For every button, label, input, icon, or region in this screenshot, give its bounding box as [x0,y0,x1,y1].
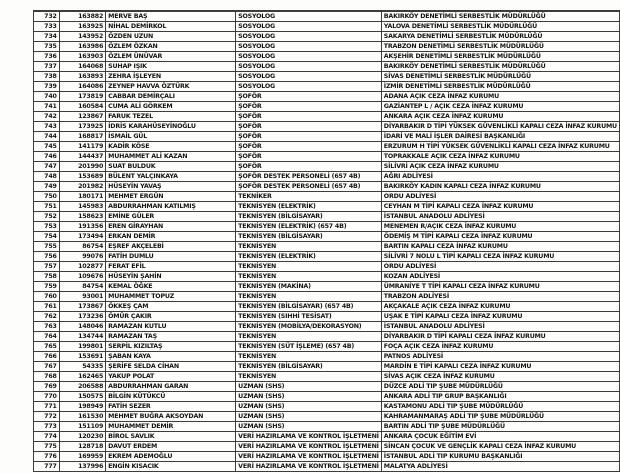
cell-institution: TOPRAKKALE AÇIK CEZA İNFAZ KURUMU [381,152,619,162]
cell-row-number: 748 [34,172,60,182]
cell-row-number: 732 [34,11,60,22]
table-row [34,462,620,472]
cell-institution: FOÇA AÇIK CEZA İNFAZ KURUMU [381,342,619,352]
table-row [34,92,620,102]
cell-institution: AKŞEHİR DENETİMLİ SERBESTLİK MÜDÜRLÜĞÜ [381,52,619,62]
table-row [34,52,620,62]
cell-registry-number: 128718 [59,442,105,452]
cell-person-name: İSMAİL GÜL [106,132,236,142]
cell-registry-number: 163903 [59,52,105,62]
cell-row-number: 751 [34,202,60,212]
cell-row-number: 754 [34,232,60,242]
cell-registry-number: 173236 [59,312,105,322]
cell-person-name: SUHAP IŞIK [106,62,236,72]
cell-job-title: UZMAN (SHS) [236,402,382,412]
cell-registry-number: 180171 [59,192,105,202]
cell-registry-number: 145983 [59,202,105,212]
cell-institution: ANKARA AÇIK CEZA İNFAZ KURUMU [381,112,619,122]
cell-job-title: TEKNİKER [236,192,382,202]
table-row [34,302,620,312]
cell-person-name: İDRİS KARAHÜSEYİNOĞLU [106,122,236,132]
cell-job-title: ŞOFÖR [236,162,382,172]
cell-registry-number: 163893 [59,72,105,82]
cell-person-name: KADİR KÖSE [106,142,236,152]
cell-person-name: CUMA ALİ GÖRKEM [106,102,236,112]
table-row [34,332,620,342]
cell-job-title: TEKNİSYEN [236,352,382,362]
cell-person-name: NİHAL DEMİRKOL [106,22,236,32]
cell-person-name: MUHAMMET TOPUZ [106,292,236,302]
cell-person-name: BİROL SAVLIK [106,432,236,442]
cell-row-number: 745 [34,142,60,152]
cell-row-number: 766 [34,352,60,362]
cell-job-title: ŞOFÖR [236,152,382,162]
cell-row-number: 736 [34,52,60,62]
cell-registry-number: 120230 [59,432,105,442]
table-row [34,212,620,222]
cell-institution: İSTANBUL ANADOLU ADLİYESİ [381,212,619,222]
table-row [34,282,620,292]
cell-person-name: ENGİN KISACIK [106,462,236,472]
cell-institution: SİLİVRİ AÇIK CEZA İNFAZ KURUMU [381,162,619,172]
cell-job-title: VERİ HAZIRLAMA VE KONTROL İŞLETMENİ [236,442,382,452]
cell-job-title: SOSYOLOG [236,72,382,82]
cell-job-title: TEKNİSYEN (BİLGİSAYAR) [236,232,382,242]
personnel-table [33,10,620,472]
table-row [34,82,620,92]
cell-row-number: 741 [34,102,60,112]
cell-person-name: HÜSEYİN ŞAHİN [106,272,236,282]
cell-person-name: HÜSEYİN YAVAŞ [106,182,236,192]
cell-person-name: YAKUP POLAT [106,372,236,382]
cell-person-name: MEHMET BUĞRA AKSOYDAN [106,412,236,422]
cell-job-title: UZMAN (SHS) [236,392,382,402]
cell-job-title: TEKNİSYEN (ELEKTRİK) [236,202,382,212]
cell-registry-number: 173867 [59,302,105,312]
cell-person-name: MUHAMMET ALİ KAZAN [106,152,236,162]
cell-institution: KOZAN ADLİYESİ [381,272,619,282]
cell-job-title: TEKNİSYEN [236,292,382,302]
cell-person-name: ÖMÜR ÇAKIR [106,312,236,322]
cell-job-title: TEKNİSYEN (SÜT İŞLEME) (657 4B) [236,342,382,352]
cell-row-number: 752 [34,212,60,222]
cell-institution: MARDİN E TİPİ KAPALI CEZA İNFAZ KURUMU [381,362,619,372]
cell-institution: CEYHAN M TİPİ KAPALI CEZA İNFAZ KURUMU [381,202,619,212]
cell-job-title: VERİ HAZIRLAMA VE KONTROL İŞLETMENİ [236,462,382,472]
cell-person-name: DAVUT ERDEM [106,442,236,452]
cell-registry-number: 160584 [59,102,105,112]
cell-institution: SİNCAN ÇOCUK VE GENÇLİK KAPALI CEZA İNFAZ KURUMU [381,442,619,452]
cell-person-name: FATİH DUMLU [106,252,236,262]
cell-person-name: FERAT EFİL [106,262,236,272]
table-row [34,262,620,272]
cell-registry-number: 144437 [59,152,105,162]
cell-job-title: ŞOFÖR DESTEK PERSONELİ (657 4B) [236,172,382,182]
cell-registry-number: 163986 [59,42,105,52]
cell-row-number: 737 [34,62,60,72]
cell-registry-number: 191356 [59,222,105,232]
table-row [34,312,620,322]
cell-institution: ORDU ADLİYESİ [381,262,619,272]
cell-row-number: 744 [34,132,60,142]
cell-institution: MENEMEN R/AÇIK CEZA İNFAZ KURUMU [381,222,619,232]
cell-registry-number: 158623 [59,212,105,222]
cell-person-name: KEMAL ÖĞKE [106,282,236,292]
table-row [34,362,620,372]
cell-institution: BARTIN KAPALI CEZA İNFAZ KURUMU [381,242,619,252]
table-row [34,182,620,192]
table-row [34,11,620,22]
cell-institution: MALATYA ADLİYESİ [381,462,619,472]
table-row [34,412,620,422]
cell-person-name: ABDURRAHMAN GARAN [106,382,236,392]
cell-institution: BARTIN ADLİ TIP ŞUBE MÜDÜRLÜĞÜ [381,422,619,432]
cell-job-title: TEKNİSYEN [236,372,382,382]
cell-row-number: 774 [34,432,60,442]
cell-row-number: 763 [34,322,60,332]
cell-institution: SİVAS AÇIK CEZA İNFAZ KURUMU [381,372,619,382]
cell-institution: AKÇAKALE AÇIK CEZA İNFAZ KURUMU [381,302,619,312]
table-row [34,32,620,42]
cell-person-name: SERPİL KIZILTAŞ [106,342,236,352]
table-row [34,232,620,242]
cell-person-name: EKREM ADEMOĞLU [106,452,236,462]
cell-registry-number: 153689 [59,172,105,182]
cell-registry-number: 198949 [59,402,105,412]
cell-registry-number: 169959 [59,452,105,462]
table-row [34,122,620,132]
cell-institution: AĞRI ADLİYESİ [381,172,619,182]
cell-job-title: TEKNİSYEN (ELEKTRİK) [236,252,382,262]
cell-job-title: TEKNİSYEN (BİLGİSAYAR) [236,212,382,222]
cell-registry-number: 109676 [59,272,105,282]
cell-institution: TRABZON DENETİMLİ SERBESTLİK MÜDÜRLÜĞÜ [381,42,619,52]
cell-row-number: 759 [34,282,60,292]
cell-job-title: TEKNİSYEN [236,332,382,342]
cell-job-title: SOSYOLOG [236,82,382,92]
cell-row-number: 753 [34,222,60,232]
cell-registry-number: 161530 [59,412,105,422]
cell-row-number: 735 [34,42,60,52]
cell-job-title: TEKNİSYEN [236,262,382,272]
cell-job-title: TEKNİSYEN (SIHHİ TESİSAT) [236,312,382,322]
table-row [34,452,620,462]
cell-person-name: EMİNE GÜLER [106,212,236,222]
cell-person-name: MERVE BAŞ [106,11,236,22]
cell-institution: İZMİR DENETİMLİ SERBESTLİK MÜDÜRLÜĞÜ [381,82,619,92]
personnel-table-body [34,11,620,472]
cell-person-name: EŞREF AKÇELEBİ [106,242,236,252]
table-row [34,62,620,72]
cell-row-number: 776 [34,452,60,462]
cell-row-number: 750 [34,192,60,202]
cell-person-name: RAMAZAN TAŞ [106,332,236,342]
cell-registry-number: 168817 [59,132,105,142]
cell-registry-number: 163925 [59,22,105,32]
cell-institution: ÖDEMİŞ M TİPİ KAPALI CEZA İNFAZ KURUMU [381,232,619,242]
cell-institution: UŞAK E TİPİ KAPALI CEZA İNFAZ KURUMU [381,312,619,322]
cell-person-name: ÖZLEM ÜNÜVAR [106,52,236,62]
cell-row-number: 777 [34,462,60,472]
cell-institution: ANKARA ADLİ TIP GRUP BAŞKANLIĞI [381,392,619,402]
table-row [34,292,620,302]
cell-job-title: UZMAN (SHS) [236,422,382,432]
cell-person-name: ÖKKEŞ ÇAM [106,302,236,312]
cell-registry-number: 143952 [59,32,105,42]
cell-institution: ÜMRANİYE T TİPİ KAPALI CEZA İNFAZ KURUMU [381,282,619,292]
cell-row-number: 738 [34,72,60,82]
cell-row-number: 769 [34,382,60,392]
cell-job-title: SOSYOLOG [236,62,382,72]
cell-registry-number: 134744 [59,332,105,342]
cell-registry-number: 153691 [59,352,105,362]
cell-institution: DÜZCE ADLİ TIP ŞUBE MÜDÜRLÜĞÜ [381,382,619,392]
cell-row-number: 742 [34,112,60,122]
cell-registry-number: 54335 [59,362,105,372]
cell-row-number: 747 [34,162,60,172]
cell-registry-number: 123867 [59,112,105,122]
cell-row-number: 762 [34,312,60,322]
table-row [34,132,620,142]
cell-job-title: TEKNİSYEN [236,242,382,252]
cell-registry-number: 93001 [59,292,105,302]
cell-job-title: ŞOFÖR [236,122,382,132]
cell-institution: BAKIRKÖY KADIN KAPALI CEZA İNFAZ KURUMU [381,182,619,192]
cell-person-name: FARUK TEZEL [106,112,236,122]
cell-institution: SİVAS DENETİMLİ SERBESTLİK MÜDÜRLÜĞÜ [381,72,619,82]
cell-person-name: EREN GİRAYHAN [106,222,236,232]
cell-job-title: ŞOFÖR DESTEK PERSONELİ (657 4B) [236,182,382,192]
cell-institution: DİYARBAKIR D TİPİ YÜKSEK GÜVENLİKLİ KAPALI CEZA İNFAZ KURUMU [381,122,619,132]
cell-institution: BAKIRKÖY DENETİMLİ SERBESTLİK MÜDÜRLÜĞÜ [381,62,619,72]
cell-job-title: UZMAN (SHS) [236,382,382,392]
cell-registry-number: 162465 [59,372,105,382]
cell-person-name: ÖZDEN UZUN [106,32,236,42]
cell-row-number: 740 [34,92,60,102]
cell-person-name: BÜLENT YALÇINKAYA [106,172,236,182]
cell-registry-number: 199801 [59,342,105,352]
table-row [34,112,620,122]
cell-row-number: 771 [34,402,60,412]
cell-person-name: MUHAMMET DEMİR [106,422,236,432]
cell-job-title: SOSYOLOG [236,11,382,22]
cell-institution: İSTANBUL ADLİ TIP KURUMU BAŞKANLIĞI [381,452,619,462]
cell-job-title: TEKNİSYEN (BİLGİSAYAR) (657 4B) [236,302,382,312]
cell-institution: ORDU ADLİYESİ [381,192,619,202]
cell-person-name: CABBAR DEMİRÇALI [106,92,236,102]
cell-person-name: FATİH SEZER [106,402,236,412]
table-row [34,252,620,262]
cell-row-number: 749 [34,182,60,192]
cell-row-number: 768 [34,372,60,382]
cell-registry-number: 173819 [59,92,105,102]
cell-registry-number: 84754 [59,282,105,292]
cell-registry-number: 173925 [59,122,105,132]
cell-row-number: 755 [34,242,60,252]
cell-registry-number: 99076 [59,252,105,262]
cell-job-title: TEKNİSYEN (ELEKTRİK) (657 4B) [236,222,382,232]
cell-registry-number: 137996 [59,462,105,472]
cell-institution: ADANA AÇIK CEZA İNFAZ KURUMU [381,92,619,102]
cell-row-number: 770 [34,392,60,402]
table-row [34,342,620,352]
cell-person-name: ERKAN DEMİR [106,232,236,242]
cell-person-name: BİLGİN KÜTÜKCÜ [106,392,236,402]
cell-person-name: RAMAZAN KUTLU [106,322,236,332]
table-row [34,162,620,172]
cell-registry-number: 206588 [59,382,105,392]
cell-job-title: TEKNİSYEN (BİLGİSAYAR) [236,362,382,372]
cell-row-number: 757 [34,262,60,272]
cell-row-number: 761 [34,302,60,312]
cell-institution: YALOVA DENETİMLİ SERBESTLİK MÜDÜRLÜĞÜ [381,22,619,32]
cell-institution: ERZURUM H TİPİ YÜKSEK GÜVENLİKLİ KAPALI CEZA İNFAZ KURUMU [381,142,619,152]
cell-registry-number: 163882 [59,11,105,22]
cell-institution: ANKARA ÇOCUK EĞİTİM EVİ [381,432,619,442]
table-row [34,272,620,282]
cell-institution: DİYARBAKIR D TİPİ KAPALI CEZA İNFAZ KURUMU [381,332,619,342]
cell-institution: KASTAMONU ADLİ TIP ŞUBE MÜDÜRLÜĞÜ [381,402,619,412]
cell-person-name: ÖZLEM ÖZKAN [106,42,236,52]
table-row [34,352,620,362]
cell-job-title: VERİ HAZIRLAMA VE KONTROL İŞLETMENİ [236,432,382,442]
table-row [34,42,620,52]
cell-registry-number: 173494 [59,232,105,242]
cell-job-title: ŞOFÖR [236,112,382,122]
cell-institution: İSTANBUL ANADOLU ADLİYESİ [381,322,619,332]
cell-person-name: ŞERİFE SELDA CİHAN [106,362,236,372]
cell-job-title: ŞOFÖR [236,102,382,112]
cell-registry-number: 150575 [59,392,105,402]
table-row [34,402,620,412]
table-row [34,222,620,232]
table-row [34,432,620,442]
table-row [34,382,620,392]
table-row [34,322,620,332]
table-row [34,22,620,32]
cell-row-number: 743 [34,122,60,132]
cell-registry-number: 102877 [59,262,105,272]
cell-registry-number: 201990 [59,162,105,172]
cell-registry-number: 164086 [59,82,105,92]
table-row [34,242,620,252]
cell-registry-number: 201982 [59,182,105,192]
cell-job-title: VERİ HAZIRLAMA VE KONTROL İŞLETMENİ [236,452,382,462]
cell-institution: İDARİ VE MALİ İŞLER DAİRESİ BAŞKANLIĞI [381,132,619,142]
cell-job-title: UZMAN (SHS) [236,412,382,422]
cell-job-title: SOSYOLOG [236,32,382,42]
cell-row-number: 765 [34,342,60,352]
cell-institution: KAHRAMANMARAŞ ADLİ TIP ŞUBE MÜDÜRLÜĞÜ [381,412,619,422]
cell-row-number: 746 [34,152,60,162]
table-row [34,392,620,402]
cell-person-name: SUAT BULDUK [106,162,236,172]
table-row [34,142,620,152]
cell-job-title: ŞOFÖR [236,92,382,102]
cell-person-name: MEHMET ERGÜN [106,192,236,202]
table-row [34,172,620,182]
table-row [34,202,620,212]
cell-row-number: 733 [34,22,60,32]
table-row [34,442,620,452]
cell-job-title: TEKNİSYEN (MAKİNA) [236,282,382,292]
cell-job-title: TEKNİSYEN (MOBİLYA/DEKORASYON) [236,322,382,332]
cell-person-name: ABDURRAHMAN KATILMIŞ [106,202,236,212]
cell-institution: PATNOS ADLİYESİ [381,352,619,362]
cell-institution: GAZİANTEP L / AÇIK CEZA İNFAZ KURUMU [381,102,619,112]
table-row [34,72,620,82]
cell-registry-number: 86754 [59,242,105,252]
cell-registry-number: 151109 [59,422,105,432]
cell-institution: SAKARYA DENETİMLİ SERBESTLİK MÜDÜRLÜĞÜ [381,32,619,42]
table-row [34,152,620,162]
table-row [34,102,620,112]
table-row [34,372,620,382]
cell-registry-number: 164068 [59,62,105,72]
cell-row-number: 764 [34,332,60,342]
cell-row-number: 758 [34,272,60,282]
cell-person-name: ŞABAN KAYA [106,352,236,362]
cell-registry-number: 148046 [59,322,105,332]
cell-row-number: 760 [34,292,60,302]
cell-registry-number: 141179 [59,142,105,152]
table-row [34,192,620,202]
cell-row-number: 775 [34,442,60,452]
cell-row-number: 773 [34,422,60,432]
cell-job-title: TEKNİSYEN [236,272,382,282]
cell-institution: BAKIRKÖY DENETİMLİ SERBESTLİK MÜDÜRLÜĞÜ [381,11,619,22]
cell-person-name: ZEYNEP HAVVA ÖZTÜRK [106,82,236,92]
cell-person-name: ZEHRA İŞLEYEN [106,72,236,82]
cell-row-number: 739 [34,82,60,92]
cell-row-number: 734 [34,32,60,42]
cell-job-title: SOSYOLOG [236,22,382,32]
cell-job-title: SOSYOLOG [236,52,382,62]
cell-row-number: 767 [34,362,60,372]
cell-row-number: 772 [34,412,60,422]
cell-job-title: SOSYOLOG [236,42,382,52]
cell-row-number: 756 [34,252,60,262]
cell-institution: TRABZON ADLİYESİ [381,292,619,302]
cell-job-title: ŞOFÖR [236,142,382,152]
table-row [34,422,620,432]
cell-job-title: ŞOFÖR [236,132,382,142]
cell-institution: SİLİVRİ 7 NOLU L TİPİ KAPALI CEZA İNFAZ KURUMU [381,252,619,262]
